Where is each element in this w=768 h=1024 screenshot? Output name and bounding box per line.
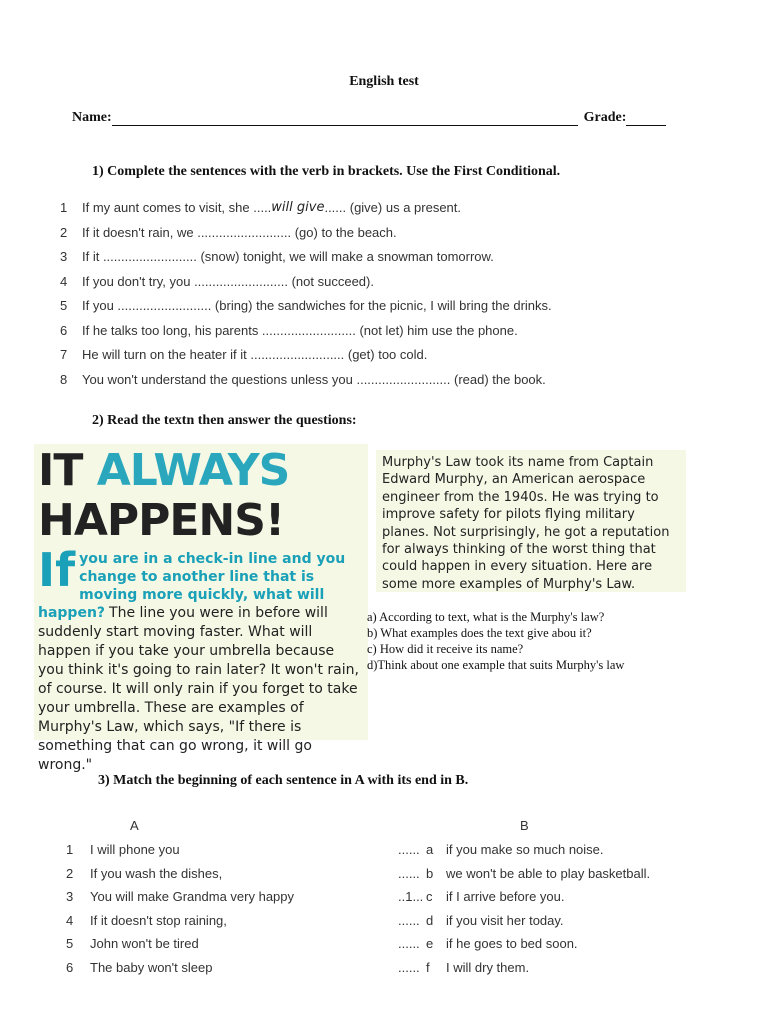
matching-row: [66, 956, 706, 980]
page-title: English test: [349, 74, 419, 89]
column-b-header: B: [520, 818, 529, 833]
sentence-number: 4: [60, 273, 68, 289]
sentence-number: 6: [60, 322, 68, 338]
sentence-number: 7: [60, 347, 68, 362]
answer-blank[interactable]: ......: [398, 936, 420, 952]
matching-table: [66, 838, 706, 980]
sentence-row: [60, 319, 700, 344]
question-d: d)Think about one example that suits Murphy's law: [367, 658, 625, 672]
article-right-panel: Murphy's Law took its name from Captain Edward Murphy, an American aerospace engineer from the 1940s. He was trying to improve safety for pilots flying military planes. Not surprisingly, he got a reputation for always thinking of the worst thing that could happen in every situation. Here are some more examples of Murphy's Law.: [376, 450, 686, 592]
intro-teal-text: you are in a check-in line and you change to another line that is moving more quickly, what will happen?: [38, 551, 346, 621]
sentence-number: 8: [60, 371, 68, 387]
sentence-row: [60, 343, 700, 368]
grade-field[interactable]: [626, 111, 666, 126]
column-a-header: A: [130, 818, 139, 833]
option-letter: d: [426, 912, 434, 928]
answer-blank[interactable]: ......: [398, 959, 420, 975]
matching-row: [66, 838, 706, 862]
headline-always: ALWAYS: [96, 445, 290, 496]
sentence-start: If you wash the dishes,: [90, 865, 223, 881]
sentence-row: [60, 245, 700, 270]
exercise1-list: [60, 196, 700, 392]
sentence-start: You will make Grandma very happy: [90, 889, 295, 905]
grade-label: Grade:: [583, 110, 627, 125]
question-c: c) How did it receive its name?: [367, 642, 524, 656]
sentence-end: if I arrive before you.: [446, 889, 565, 905]
row-number: 3: [66, 889, 74, 905]
matching-row: [66, 932, 706, 956]
sentence-row: [60, 294, 700, 319]
handwritten-answer: will give: [271, 200, 325, 215]
sentence-row: [60, 368, 700, 393]
sentence-text: He will turn on the heater if it .......................... (get) too cold.: [82, 347, 428, 362]
article-intro: [38, 543, 364, 775]
option-letter: c: [426, 889, 433, 905]
answer-blank[interactable]: ......: [398, 842, 420, 857]
sentence-end: if you make so much noise.: [446, 842, 604, 857]
sentence-start: If it doesn't stop raining,: [90, 912, 227, 928]
option-letter: b: [426, 865, 434, 881]
row-number: 4: [66, 912, 74, 928]
sentence-number: 1: [60, 200, 68, 215]
sentence-end: if he goes to bed soon.: [446, 936, 578, 952]
question-b: b) What examples does the text give abou it?: [367, 626, 592, 640]
name-label: Name:: [72, 110, 112, 125]
matching-row: [66, 862, 706, 886]
exercise1-heading: 1) Complete the sentences with the verb in brackets. Use the First Conditional.: [92, 164, 561, 179]
sentence-start: The baby won't sleep: [90, 959, 213, 975]
article-left-panel: [34, 444, 368, 773]
row-number: 5: [66, 936, 74, 952]
sentence-number: 2: [60, 224, 68, 240]
sentence-end: I will dry them.: [446, 959, 530, 975]
option-letter: f: [426, 959, 430, 975]
matching-row: [66, 885, 706, 909]
sentence-text: If you .......................... (bring) the sandwiches for the picnic, I will bring the drinks.: [82, 298, 552, 313]
headline-it: IT: [38, 445, 97, 496]
sentence-text: If my aunt comes to visit, she .....: [82, 200, 272, 215]
sentence-row: [60, 196, 700, 221]
sentence-start: I will phone you: [90, 842, 180, 857]
row-number: 6: [66, 959, 74, 975]
sentence-text: If it .......................... (snow) tonight, we will make a snowman tomorrow.: [82, 249, 494, 264]
sentence-text: If he talks too long, his parents .......................... (not let) him use the phone.: [82, 322, 518, 338]
article-headline: [38, 446, 289, 546]
answer-blank[interactable]: ......: [398, 912, 420, 928]
answer-blank[interactable]: ......: [398, 865, 420, 881]
question-a: a) According to text, what is the Murphy's law?: [367, 610, 605, 624]
row-number: 2: [66, 865, 74, 881]
sentence-text: If it doesn't rain, we .......................... (go) to the beach.: [82, 224, 397, 240]
answer-blank[interactable]: ..1...: [398, 889, 424, 905]
sentence-text: If you don't try, you .......................... (not succeed).: [82, 273, 374, 289]
sentence-end: if you visit her today.: [446, 912, 564, 928]
option-letter: e: [426, 936, 434, 952]
name-grade-line: [72, 110, 672, 126]
matching-row: [66, 909, 706, 933]
sentence-text-end: ...... (give) us a present.: [324, 200, 462, 215]
sentence-number: 3: [60, 249, 68, 264]
exercise3-heading: 3) Match the beginning of each sentence in A with its end in B.: [98, 773, 469, 788]
sentence-number: 5: [60, 298, 68, 313]
intro-body-text: The line you were in before will suddenly start moving faster. What will happen if you take your umbrella because you think it's going to rain later? It won't rain, of course. It will only rain if you forget to take your umbrella. These are examples of Murphy's Law, which says, "If there is something that can go wrong, it will go wrong.": [38, 605, 359, 773]
sentence-start: John won't be tired: [90, 936, 199, 952]
exercise2-heading: 2) Read the textn then answer the questions:: [92, 413, 357, 428]
sentence-text: You won't understand the questions unless you .......................... (read) the book.: [82, 371, 546, 387]
headline-happens: HAPPENS!: [38, 495, 285, 546]
question-list: [367, 609, 697, 673]
option-letter: a: [426, 842, 434, 857]
drop-cap: If: [38, 543, 76, 597]
sentence-row: [60, 221, 700, 246]
sentence-row: [60, 270, 700, 295]
row-number: 1: [66, 842, 74, 857]
sentence-end: we won't be able to play basketball.: [446, 865, 651, 881]
name-field[interactable]: [112, 111, 578, 126]
